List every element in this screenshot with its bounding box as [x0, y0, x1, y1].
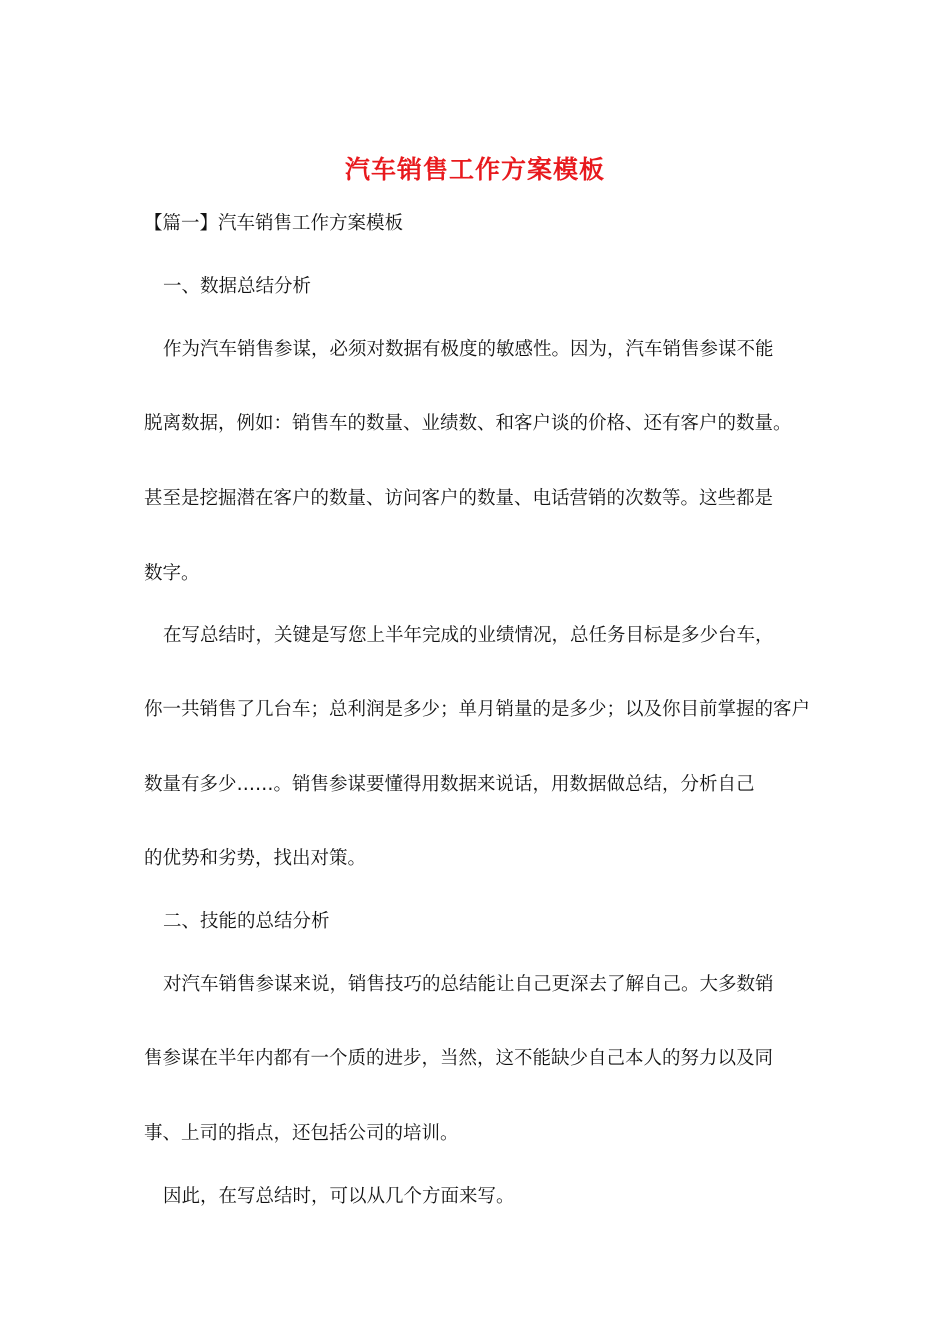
paragraph-line: 你一共销售了几台车；总利润是多少；单月销量的是多少；以及你目前掌握的客户: [144, 699, 811, 720]
section-heading-skills-analysis: 二、技能的总结分析: [163, 911, 330, 932]
article-heading: 【篇一】汽车销售工作方案模板: [144, 213, 404, 234]
paragraph-line: 因此，在写总结时，可以从几个方面来写。: [163, 1186, 515, 1207]
paragraph-line: 数量有多少……。销售参谋要懂得用数据来说话，用数据做总结，分析自己: [144, 774, 755, 795]
paragraph-line: 甚至是挖掘潜在客户的数量、访问客户的数量、电话营销的次数等。这些都是: [144, 488, 774, 509]
paragraph-line: 脱离数据，例如：销售车的数量、业绩数、和客户谈的价格、还有客户的数量。: [144, 413, 792, 434]
paragraph-line: 作为汽车销售参谋，必须对数据有极度的敏感性。因为，汽车销售参谋不能: [163, 339, 774, 360]
paragraph-line: 数字。: [144, 563, 200, 584]
paragraph-line: 售参谋在半年内都有一个质的进步，当然，这不能缺少自己本人的努力以及同: [144, 1048, 774, 1069]
paragraph-line: 的优势和劣势，找出对策。: [144, 848, 367, 869]
document-title: 汽车销售工作方案模板: [344, 155, 605, 184]
paragraph-line: 事、上司的指点，还包括公司的培训。: [144, 1123, 459, 1144]
paragraph-line: 对汽车销售参谋来说，销售技巧的总结能让自己更深去了解自己。大多数销: [163, 974, 774, 995]
paragraph-line: 在写总结时，关键是写您上半年完成的业绩情况，总任务目标是多少台车，: [163, 625, 774, 646]
section-heading-data-analysis: 一、数据总结分析: [163, 276, 312, 297]
